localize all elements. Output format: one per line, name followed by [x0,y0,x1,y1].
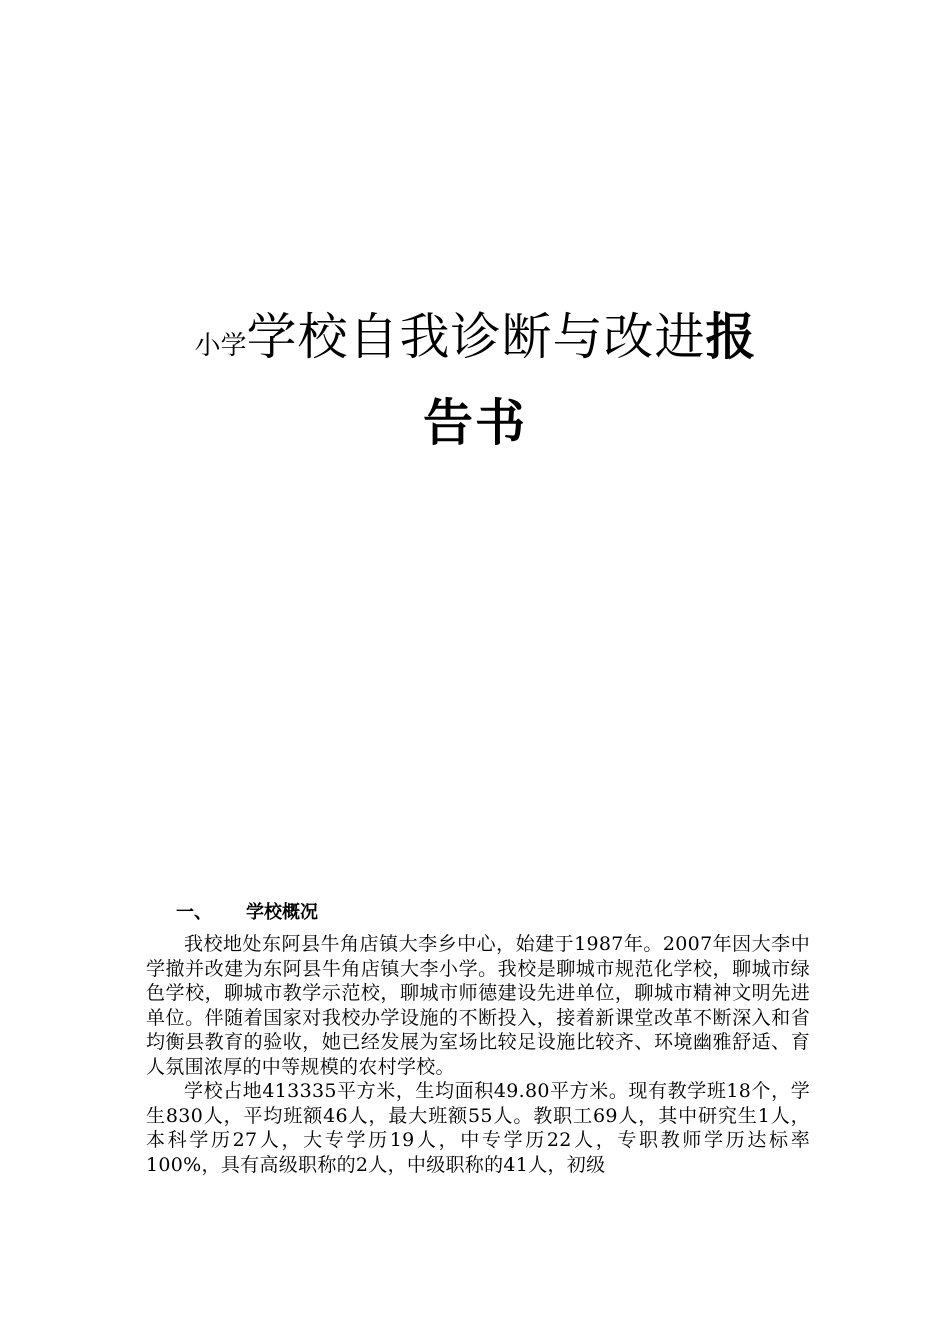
title-prefix: 小学 [194,331,247,361]
document-title [100,300,850,460]
section-heading [176,898,318,924]
title-main: 学校自我诊断与改进 [246,308,706,366]
paragraph: 我校地处东阿县牛角店镇大李乡中心，始建于1987年。2007年因大李中学撤并改建为东阿县牛角店镇大李小学。我校是聊城市规范化学校，聊城市绿色学校，聊城市教学示范校，聊城市师德建设先进单位，聊城市精神文明先进单位。伴随着国家对我校办学设施的不断投入，接着新课堂改革不断深入和省均衡县教育的验收，她已经发展为室场比较足设施比较齐、环境幽雅舒适、育人氛围浓厚的中等规模的农村学校。 [146,933,810,1078]
section-heading-text: 学校概况 [246,902,318,923]
section-body [146,932,810,1177]
title-line-2: 告书 [423,394,527,452]
section-number: 一、 [176,902,212,923]
title-bold-end: 报 [705,308,756,366]
paragraph: 学校占地413335平方米，生均面积49.80平方米。现有教学班18个，学生830人，平均班额46人，最大班额55人。教职工69人，其中研究生1人，本科学历27人，大专学历19人，中专学历22人，专职教师学历达标率100%，具有高级职称的2人，中级职称的41人，初级 [146,1080,810,1176]
